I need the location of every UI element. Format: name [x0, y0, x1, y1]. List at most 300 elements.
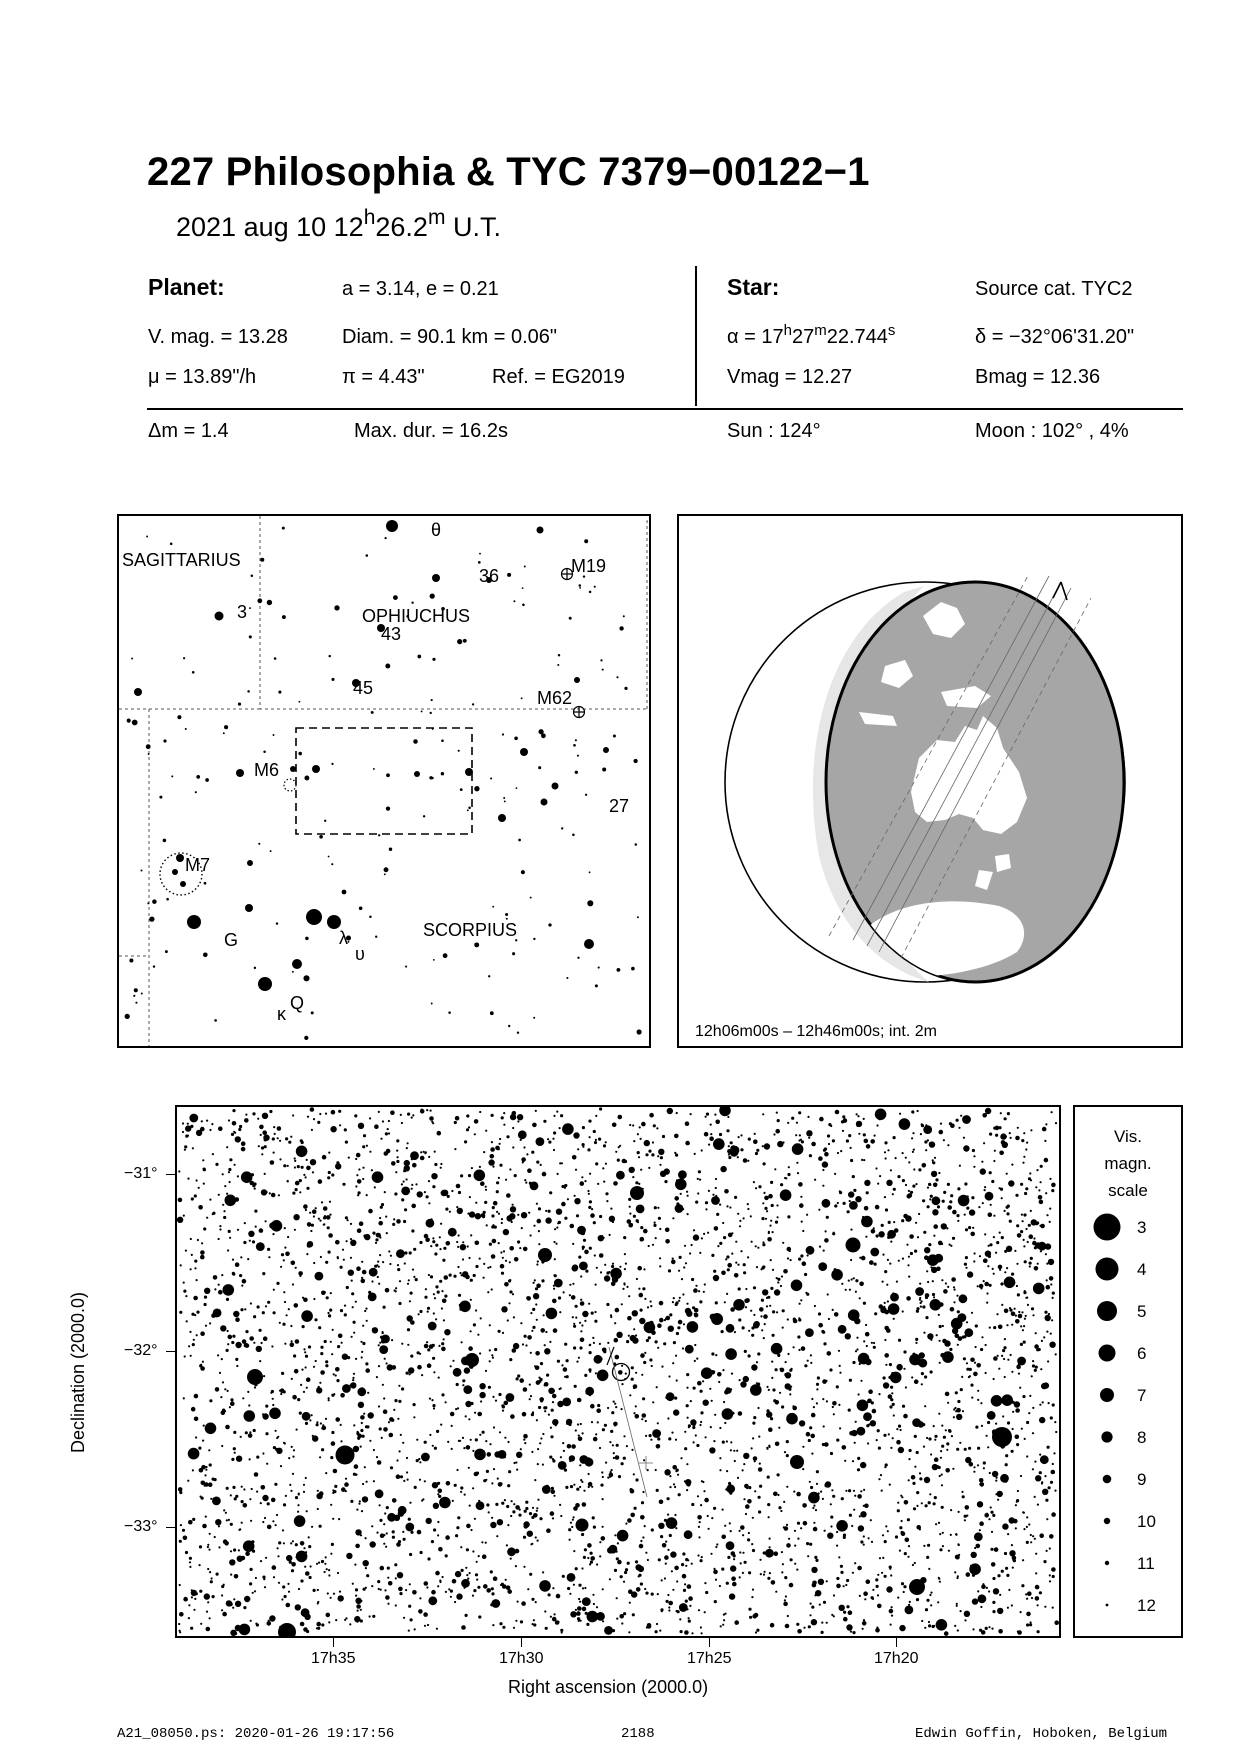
field-star	[973, 1166, 975, 1168]
field-star	[472, 1595, 474, 1597]
field-star	[509, 1168, 511, 1170]
field-star	[505, 1579, 507, 1581]
field-star	[514, 1257, 519, 1262]
field-star	[831, 1269, 843, 1281]
finder-star-bright	[306, 909, 322, 925]
finder-star	[490, 1011, 494, 1015]
field-star	[587, 1611, 599, 1623]
field-star	[886, 1328, 891, 1333]
field-star	[250, 1302, 252, 1304]
field-star	[396, 1150, 398, 1152]
field-star	[363, 1413, 365, 1415]
field-star	[889, 1363, 892, 1366]
field-star	[440, 1424, 442, 1426]
field-star	[472, 1450, 474, 1452]
field-star	[567, 1573, 576, 1582]
field-star	[684, 1583, 686, 1585]
field-star	[559, 1162, 561, 1164]
field-star	[780, 1285, 782, 1287]
field-star	[990, 1511, 993, 1514]
field-star	[778, 1506, 781, 1509]
field-star	[537, 1219, 542, 1224]
field-star	[333, 1469, 338, 1474]
field-star	[283, 1542, 285, 1544]
field-star	[784, 1451, 786, 1453]
finder-star	[257, 598, 262, 603]
field-star	[793, 1319, 798, 1324]
field-star	[579, 1322, 581, 1324]
field-star	[821, 1622, 823, 1624]
field-star	[194, 1267, 196, 1269]
field-star	[749, 1616, 752, 1619]
field-star	[1023, 1512, 1025, 1514]
field-star	[764, 1207, 767, 1210]
field-star	[537, 1540, 539, 1542]
field-star	[369, 1440, 371, 1442]
field-star	[595, 1115, 597, 1117]
field-star	[455, 1571, 461, 1577]
field-star	[559, 1504, 561, 1506]
field-star	[182, 1131, 184, 1133]
field-star	[672, 1217, 674, 1219]
field-star	[1005, 1567, 1008, 1570]
field-star	[796, 1122, 798, 1124]
event-datetime	[176, 206, 501, 243]
field-star	[479, 1434, 481, 1436]
field-star	[855, 1291, 857, 1293]
field-star	[950, 1534, 952, 1536]
field-star	[486, 1503, 489, 1506]
field-star	[790, 1558, 793, 1561]
field-star	[432, 1445, 434, 1447]
field-star	[244, 1118, 249, 1123]
field-star	[814, 1594, 816, 1596]
field-star	[439, 1248, 441, 1250]
field-star	[793, 1346, 795, 1348]
field-star	[890, 1386, 893, 1389]
field-star	[1022, 1162, 1024, 1164]
field-star	[675, 1439, 677, 1441]
field-star	[195, 1436, 197, 1438]
field-star	[506, 1505, 509, 1508]
field-star	[718, 1381, 720, 1383]
field-star	[1036, 1169, 1038, 1171]
field-star	[768, 1389, 770, 1391]
field-star	[192, 1469, 194, 1471]
field-star	[799, 1303, 801, 1305]
field-star	[396, 1459, 398, 1461]
finder-star	[600, 659, 602, 661]
field-star	[865, 1236, 867, 1238]
field-star	[1016, 1443, 1019, 1446]
field-star	[201, 1242, 203, 1244]
field-star	[809, 1481, 811, 1483]
field-star	[499, 1138, 501, 1140]
field-star	[945, 1392, 950, 1397]
field-star	[993, 1236, 995, 1238]
field-star	[848, 1610, 853, 1615]
field-star	[331, 1543, 334, 1546]
field-star	[742, 1469, 744, 1471]
field-star	[1031, 1375, 1033, 1377]
field-star	[244, 1308, 246, 1310]
field-star	[637, 1133, 639, 1135]
field-star	[978, 1206, 980, 1208]
field-star	[818, 1262, 827, 1271]
field-star	[1021, 1214, 1023, 1216]
field-star	[904, 1500, 909, 1505]
field-star	[378, 1266, 380, 1268]
field-star	[919, 1472, 921, 1474]
field-star	[501, 1306, 507, 1312]
finder-star	[623, 615, 625, 617]
field-star	[442, 1259, 445, 1262]
field-star	[921, 1300, 923, 1302]
finder-star	[146, 536, 148, 538]
field-star	[358, 1123, 364, 1129]
field-star	[921, 1620, 923, 1622]
field-star	[412, 1114, 414, 1116]
field-star	[560, 1515, 562, 1517]
field-star	[340, 1393, 345, 1398]
field-star	[417, 1530, 422, 1535]
finder-star	[521, 870, 525, 874]
y-tick-mark-33	[166, 1527, 175, 1528]
field-star	[211, 1313, 216, 1318]
field-star	[341, 1342, 343, 1344]
field-star	[983, 1142, 985, 1144]
field-star	[457, 1516, 460, 1519]
field-star	[329, 1214, 331, 1216]
field-star	[491, 1482, 493, 1484]
field-star-bright	[576, 1519, 589, 1532]
field-star	[458, 1440, 460, 1442]
field-star	[499, 1431, 501, 1433]
field-star	[683, 1589, 686, 1592]
field-star	[701, 1632, 703, 1634]
field-star	[519, 1378, 524, 1383]
field-star	[260, 1134, 262, 1136]
field-star	[518, 1130, 527, 1139]
field-star	[698, 1609, 700, 1611]
field-star	[680, 1457, 682, 1459]
field-star	[354, 1464, 359, 1469]
field-star	[955, 1410, 957, 1412]
field-star	[720, 1625, 722, 1627]
field-star	[766, 1297, 768, 1299]
field-star	[956, 1214, 959, 1217]
field-star	[504, 1401, 509, 1406]
field-star	[663, 1342, 666, 1345]
field-star	[971, 1552, 977, 1558]
field-star	[445, 1401, 447, 1403]
field-star	[498, 1177, 500, 1179]
field-star	[468, 1467, 470, 1469]
field-star	[438, 1495, 441, 1498]
field-star	[556, 1111, 558, 1113]
field-star	[837, 1152, 839, 1154]
x-tick-mark-1730	[521, 1638, 522, 1647]
field-star	[802, 1261, 807, 1266]
field-star	[755, 1187, 757, 1189]
field-star	[900, 1429, 902, 1431]
field-star	[993, 1588, 999, 1594]
field-star	[682, 1552, 685, 1555]
field-star	[1018, 1314, 1023, 1319]
field-star	[272, 1520, 274, 1522]
field-star	[598, 1138, 601, 1141]
field-star	[621, 1303, 623, 1305]
field-star	[772, 1310, 775, 1313]
field-star	[328, 1152, 330, 1154]
field-star	[241, 1147, 246, 1152]
field-star	[739, 1220, 741, 1222]
finder-star	[616, 676, 618, 678]
field-star	[963, 1137, 965, 1139]
field-star	[285, 1495, 287, 1497]
field-star	[512, 1248, 514, 1250]
field-star	[758, 1467, 763, 1472]
field-star	[419, 1597, 421, 1599]
field-star	[209, 1571, 211, 1573]
field-star	[1034, 1266, 1039, 1271]
field-star	[1004, 1309, 1009, 1314]
field-star	[211, 1577, 213, 1579]
field-star	[969, 1368, 972, 1371]
field-star	[362, 1483, 364, 1485]
field-star	[651, 1528, 654, 1531]
field-star	[230, 1398, 233, 1401]
field-star	[187, 1178, 189, 1180]
field-star	[677, 1326, 680, 1329]
field-star	[581, 1458, 584, 1461]
field-star	[708, 1144, 710, 1146]
field-star	[430, 1110, 432, 1112]
field-star	[397, 1572, 403, 1578]
field-star	[318, 1179, 323, 1184]
finder-star	[263, 751, 266, 754]
field-star	[771, 1580, 776, 1585]
field-star	[203, 1168, 206, 1171]
field-star	[616, 1597, 618, 1599]
field-star	[434, 1447, 437, 1450]
field-star	[225, 1425, 230, 1430]
finder-star	[569, 617, 572, 620]
field-star	[428, 1156, 430, 1158]
field-star	[920, 1133, 922, 1135]
field-star	[739, 1530, 741, 1532]
field-star	[791, 1280, 803, 1292]
finder-star	[566, 977, 568, 979]
finder-star	[512, 952, 515, 955]
field-star	[1003, 1358, 1005, 1360]
field-star	[595, 1139, 597, 1141]
field-star	[265, 1405, 268, 1408]
field-star	[569, 1539, 571, 1541]
field-star	[742, 1572, 744, 1574]
field-star	[234, 1164, 236, 1166]
finder-star	[584, 539, 588, 543]
field-star	[854, 1495, 856, 1497]
field-star	[305, 1477, 307, 1479]
field-star	[377, 1276, 379, 1278]
field-star	[882, 1534, 884, 1536]
field-star	[766, 1386, 768, 1388]
field-star	[331, 1431, 334, 1434]
field-star	[270, 1392, 272, 1394]
field-star	[445, 1591, 447, 1593]
field-star	[912, 1418, 921, 1427]
field-star	[355, 1158, 357, 1160]
field-star	[758, 1436, 760, 1438]
field-star	[992, 1514, 995, 1517]
field-star	[304, 1316, 306, 1318]
field-star	[925, 1124, 927, 1126]
field-star	[973, 1565, 975, 1567]
finder-star	[258, 843, 260, 845]
field-star	[642, 1413, 647, 1418]
field-star	[917, 1236, 919, 1238]
field-star	[256, 1242, 265, 1251]
field-star	[602, 1498, 604, 1500]
field-star	[843, 1611, 846, 1614]
field-star	[373, 1449, 375, 1451]
field-star	[830, 1503, 832, 1505]
magnitude-dot-3	[1094, 1214, 1121, 1241]
field-star	[822, 1161, 828, 1167]
field-star	[318, 1326, 321, 1329]
field-star	[366, 1194, 368, 1196]
field-star	[533, 1282, 535, 1284]
finder-star-bright	[312, 765, 320, 773]
field-star	[411, 1188, 413, 1190]
field-star	[694, 1308, 699, 1313]
field-star	[945, 1282, 947, 1284]
finder-star	[518, 839, 521, 842]
field-star	[1001, 1355, 1003, 1357]
field-star	[801, 1140, 804, 1143]
field-star	[283, 1164, 286, 1167]
field-star	[191, 1407, 196, 1412]
field-star	[457, 1208, 463, 1214]
field-star	[336, 1379, 339, 1382]
field-star	[952, 1468, 954, 1470]
magnitude-label-10: 10	[1137, 1512, 1156, 1531]
field-star	[530, 1395, 532, 1397]
field-star	[562, 1575, 565, 1578]
field-star	[661, 1366, 663, 1368]
field-star	[610, 1316, 612, 1318]
delta-magnitude: Δm = 1.4	[148, 420, 229, 442]
field-star	[1034, 1461, 1036, 1463]
minute-unit: m	[427, 206, 446, 229]
field-star	[328, 1621, 330, 1623]
field-star	[981, 1161, 983, 1163]
finder-star	[514, 736, 518, 740]
field-star	[365, 1567, 367, 1569]
finder-star	[196, 775, 200, 779]
field-star	[697, 1381, 702, 1386]
field-star	[631, 1591, 637, 1597]
y-axis-label: Declination (2000.0)	[68, 1291, 89, 1454]
field-star	[640, 1540, 642, 1542]
field-star	[738, 1318, 741, 1321]
field-star	[474, 1518, 476, 1520]
field-star	[993, 1127, 996, 1130]
field-star	[739, 1551, 741, 1553]
field-star	[1011, 1324, 1013, 1326]
field-star	[767, 1476, 770, 1479]
field-star	[592, 1594, 594, 1596]
field-star	[629, 1206, 631, 1208]
field-star	[508, 1279, 511, 1282]
field-star	[454, 1601, 456, 1603]
field-star	[404, 1262, 406, 1264]
field-star	[188, 1520, 193, 1525]
field-star	[539, 1580, 551, 1592]
field-star	[744, 1350, 747, 1353]
field-star	[665, 1318, 667, 1320]
field-star	[382, 1261, 384, 1263]
field-star	[863, 1340, 865, 1342]
field-star	[697, 1178, 699, 1180]
field-star	[907, 1556, 909, 1558]
field-star	[875, 1578, 878, 1581]
field-star	[822, 1185, 824, 1187]
finder-star	[613, 734, 616, 737]
field-star	[841, 1283, 843, 1285]
field-star	[964, 1611, 970, 1617]
field-star	[902, 1152, 904, 1154]
finder-star	[282, 527, 285, 530]
field-star	[441, 1290, 443, 1292]
field-star	[696, 1358, 698, 1360]
field-star	[325, 1113, 327, 1115]
field-star	[812, 1583, 817, 1588]
field-star	[765, 1218, 767, 1220]
field-star	[672, 1301, 674, 1303]
field-star	[1006, 1173, 1008, 1175]
field-star	[389, 1433, 394, 1438]
field-star	[427, 1307, 430, 1310]
field-star	[587, 1148, 590, 1151]
field-star	[491, 1517, 493, 1519]
field-star	[1049, 1208, 1051, 1210]
field-star	[1040, 1368, 1042, 1370]
field-star	[912, 1482, 915, 1485]
field-star	[923, 1231, 926, 1234]
finder-star	[386, 806, 390, 810]
field-star	[382, 1384, 384, 1386]
field-star	[997, 1397, 999, 1399]
field-star	[928, 1501, 931, 1504]
field-star	[552, 1389, 555, 1392]
field-star	[597, 1370, 609, 1382]
field-star	[935, 1523, 937, 1525]
field-star	[1027, 1304, 1029, 1306]
finder-star	[478, 561, 481, 564]
field-star	[720, 1166, 726, 1172]
field-star	[703, 1291, 705, 1293]
field-star	[713, 1138, 725, 1150]
field-star	[628, 1198, 631, 1201]
field-star	[475, 1309, 477, 1311]
field-star	[291, 1569, 294, 1572]
field-star	[317, 1602, 319, 1604]
field-star	[466, 1128, 469, 1131]
field-star	[884, 1339, 886, 1341]
finder-star	[575, 739, 577, 741]
